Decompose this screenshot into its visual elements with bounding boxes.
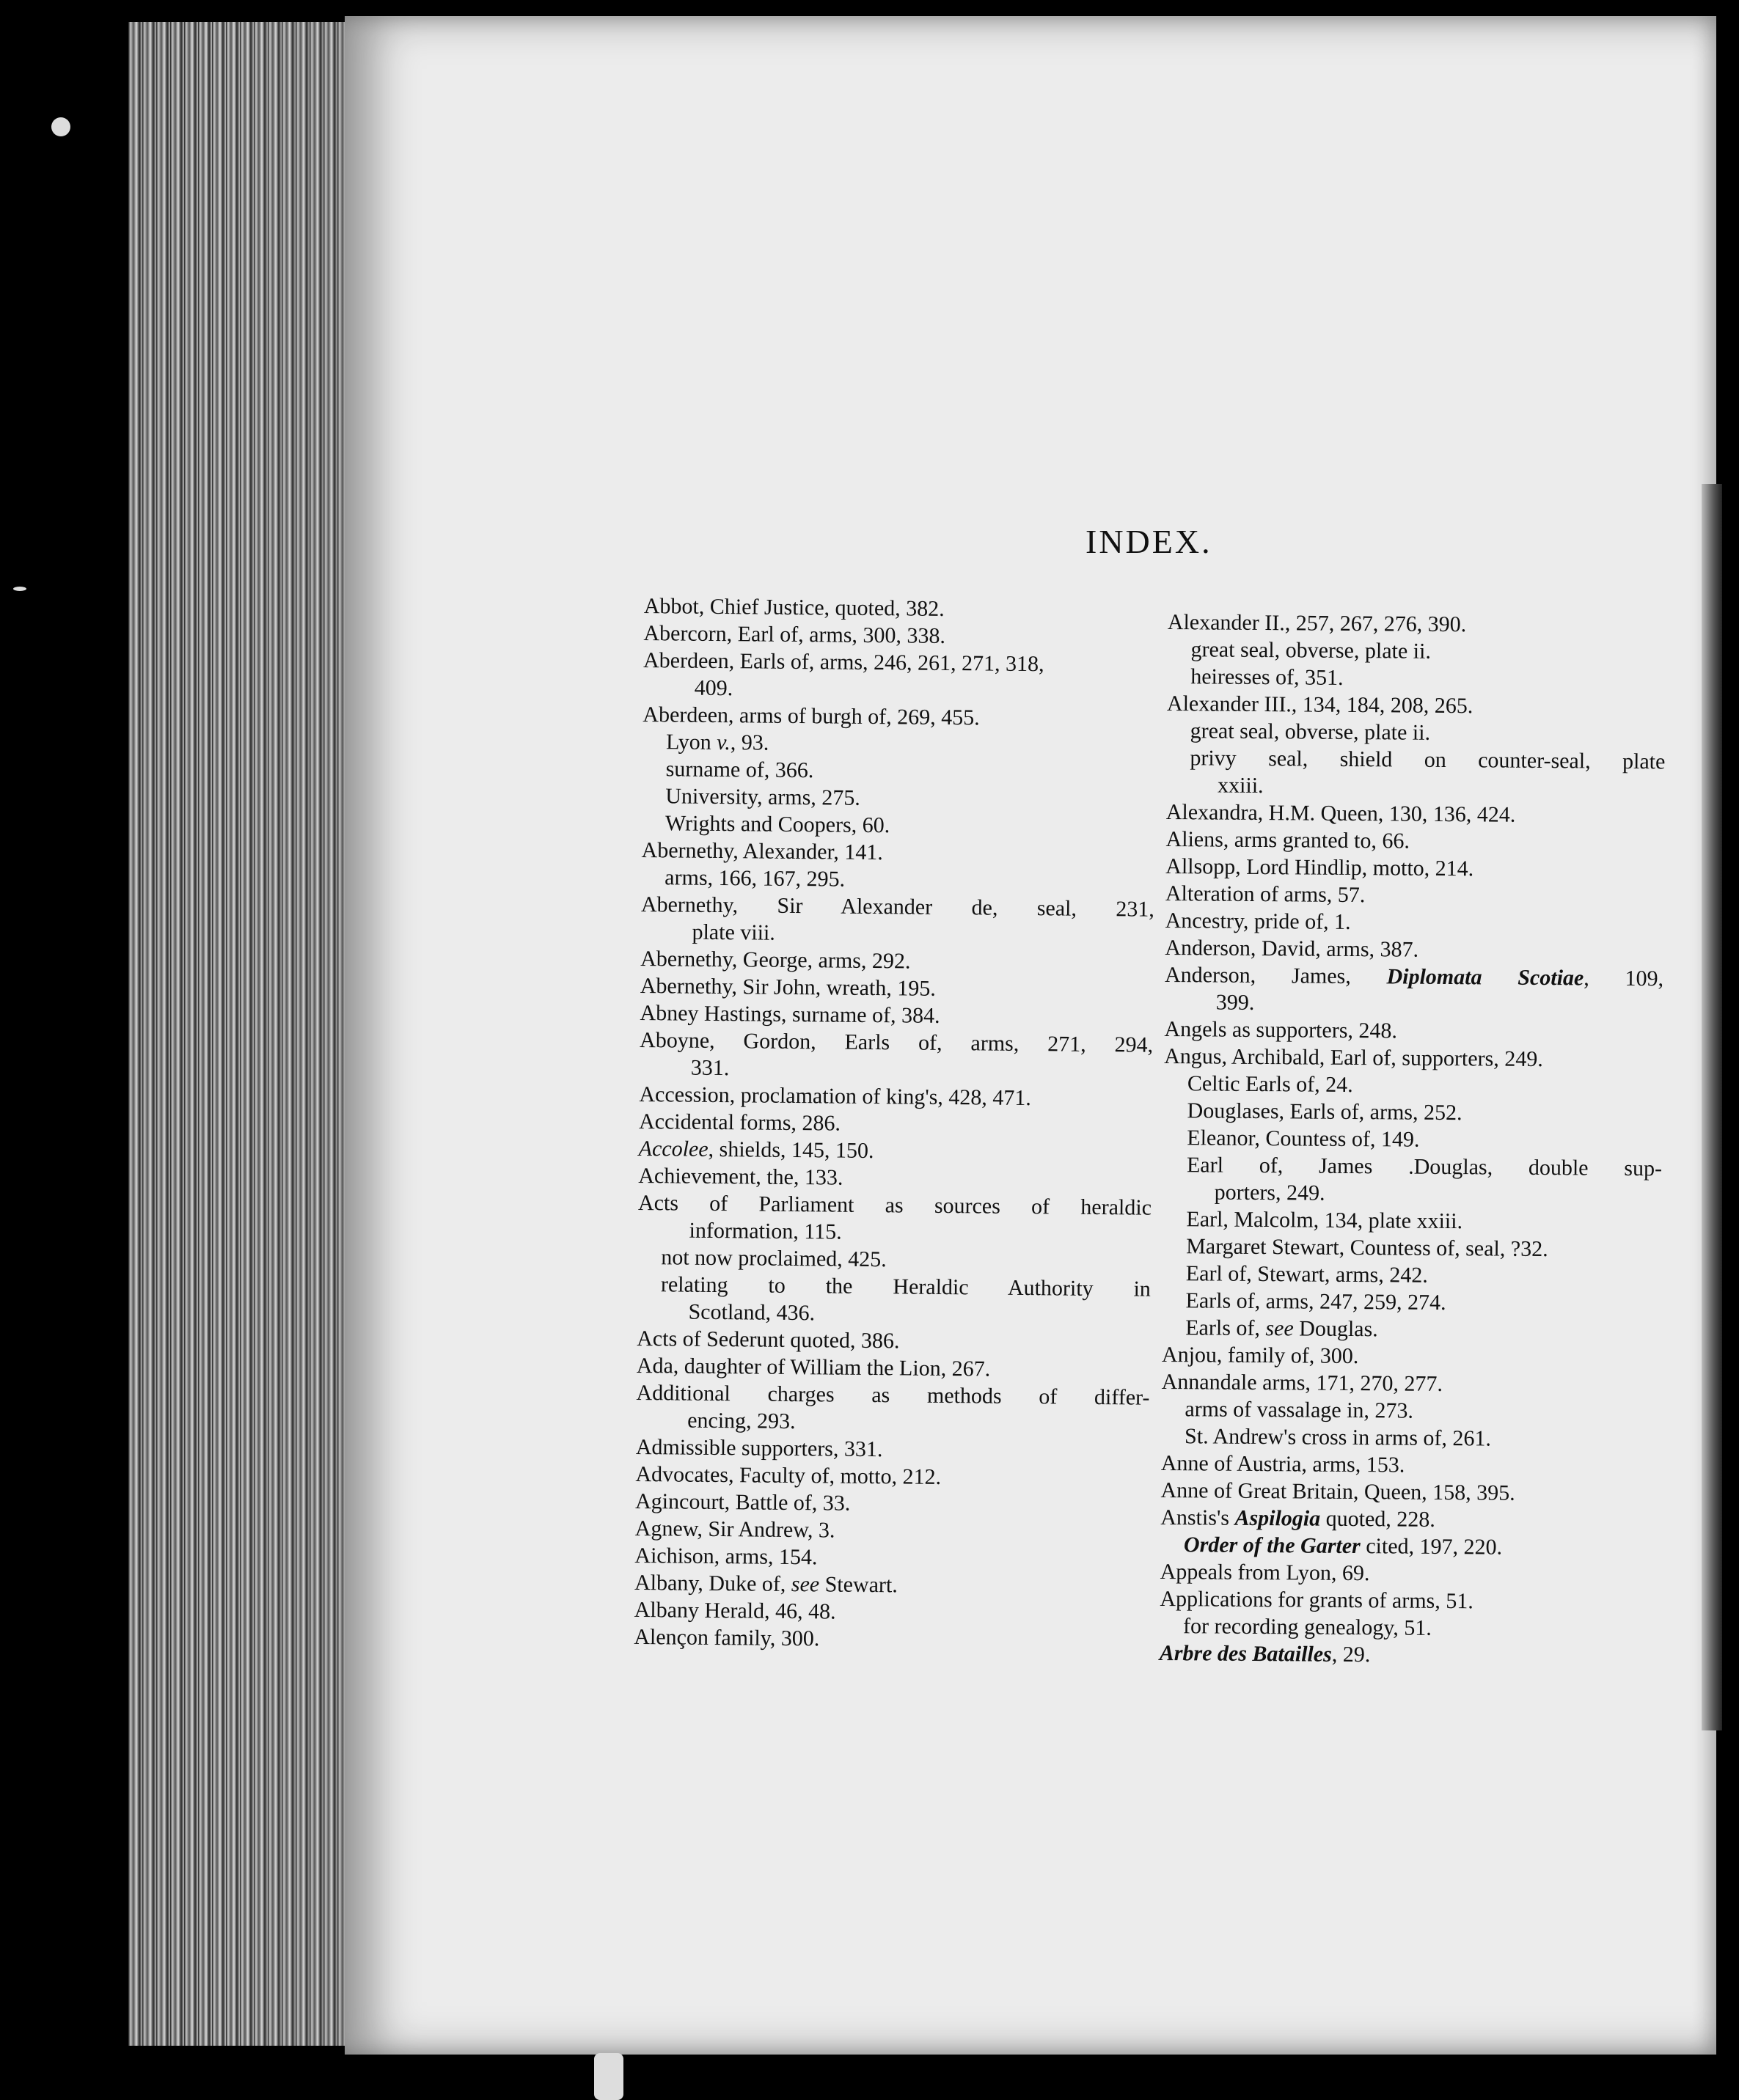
index-entry: Scotland, 436. [688,1299,816,1326]
index-entry: Anne of Great Britain, Queen, 158, 395. [1160,1477,1515,1505]
index-entry: Allsopp, Lord Hindlip, motto, 214. [1165,853,1474,881]
index-entry: Lyon v., 93. [665,730,769,755]
index-entry: privy seal, shield on counter-seal, plate [1190,746,1666,774]
index-entry: Accession, proclamation of king's, 428, 471. [639,1082,1032,1111]
index-entry: encing, 293. [687,1408,796,1434]
index-entry: great seal, obverse, plate ii. [1190,719,1431,745]
index-entry: Albany Herald, 46, 48. [634,1597,836,1624]
index-entry: for recording genealogy, 51. [1182,1614,1432,1640]
index-entry: Abbot, Chief Justice, quoted, 382. [643,593,945,621]
index-entry: arms of vassalage in, 273. [1185,1397,1414,1423]
index-entry: Acts of Parliament as sources of heraldic [637,1190,1152,1220]
index-entry: Alexander III., 134, 184, 208, 265. [1166,691,1473,719]
index-entry: Admissible supporters, 331. [635,1434,883,1462]
index-entry: Accidental forms, 286. [638,1109,841,1136]
index-entry: Anderson, James, Diplomata Scotiae, 109, [1164,962,1664,991]
index-entry: Earls of, see Douglas. [1185,1315,1378,1342]
index-entry: heiresses of, 351. [1190,664,1344,690]
index-entry: Appeals from Lyon, 69. [1160,1559,1370,1586]
index-entry: Aberdeen, Earls of, arms, 246, 261, 271, 318, [642,647,1044,677]
index-entry: relating to the Heraldic Authority in [660,1272,1152,1302]
book-right-edge [1702,484,1722,1730]
index-entry: Advocates, Faculty of, motto, 212. [635,1461,942,1489]
index-entry: Earl, Malcolm, 134, plate xxiii. [1186,1207,1463,1234]
index-entry: Alexandra, H.M. Queen, 130, 136, 424. [1165,799,1516,827]
scan-speck [13,587,26,591]
index-entry: Agnew, Sir Andrew, 3. [634,1516,835,1543]
index-entry: Earl of, Stewart, arms, 242. [1185,1261,1428,1288]
index-entry: 409. [694,675,733,701]
index-entry: xxiii. [1217,773,1264,798]
index-column-left [634,592,1157,1656]
index-entry: Angels as supporters, 248. [1164,1016,1398,1043]
index-entry: Agincourt, Battle of, 33. [634,1488,851,1516]
page-title: INDEX. [1085,523,1212,560]
index-entry: Alteration of arms, 57. [1165,881,1366,908]
index-entry: 399. [1215,990,1255,1015]
index-entry: St. Andrew's cross in arms of, 261. [1185,1424,1492,1451]
index-entry: Aliens, arms granted to, 66. [1165,826,1410,853]
index-entry: surname of, 366. [665,757,814,783]
index-entry: Abercorn, Earl of, arms, 300, 338. [643,620,946,648]
index-entry: Abernethy, Sir Alexander de, seal, 231, [640,892,1155,922]
index-entry: Earls of, arms, 247, 259, 274. [1185,1288,1446,1315]
index-entry: Ada, daughter of William the Lion, 267. [636,1353,991,1381]
book-page-edges [128,22,363,2046]
index-entry: information, 115. [689,1218,842,1244]
index-entry: Alexander II., 257, 267, 276, 390. [1167,609,1467,637]
index-entry: Additional charges as methods of differ- [636,1380,1150,1410]
index-entry: Celtic Earls of, 24. [1187,1071,1353,1098]
index-entry: Wrights and Coopers, 60. [665,811,890,838]
index-column-right [1160,609,1666,1670]
index-entry: Aberdeen, arms of burgh of, 269, 455. [642,702,980,730]
index-entry: Aichison, arms, 154. [634,1543,818,1570]
scan-speck [51,117,70,136]
index-entry: Anjou, family of, 300. [1161,1342,1359,1369]
index-entry: Accolee, shields, 145, 150. [638,1136,874,1164]
index-entry: plate viii. [692,919,776,945]
index-entry: Alençon family, 300. [634,1624,820,1651]
scan-speck [594,2053,623,2100]
index-entry: great seal, obverse, plate ii. [1190,637,1432,664]
index-entry: Aboyne, Gordon, Earls of, arms, 271, 294, [639,1027,1154,1057]
index-entry: Annandale arms, 171, 270, 277. [1161,1369,1443,1396]
index-entry: Eleanor, Countess of, 149. [1187,1126,1420,1152]
index-entry: Anstis's Aspilogia quoted, 228. [1160,1505,1436,1532]
index-entry: arms, 166, 167, 295. [665,865,846,892]
index-entry: porters, 249. [1214,1180,1325,1205]
index-entry: Achievement, the, 133. [638,1163,843,1190]
index-entry: Earl of, James .Douglas, double sup- [1186,1153,1663,1181]
index-entry: Ancestry, pride of, 1. [1165,908,1351,934]
index-entry: Anderson, David, arms, 387. [1165,935,1419,962]
index-entry: Anne of Austria, arms, 153. [1160,1450,1405,1477]
index-entry: Order of the Garter cited, 197, 220. [1183,1532,1503,1560]
index-entry: Applications for grants of arms, 51. [1160,1586,1473,1614]
index-entry: Acts of Sederunt quoted, 386. [637,1326,900,1354]
index-entry: Douglases, Earls of, arms, 252. [1187,1098,1462,1126]
index-entry: University, arms, 275. [665,784,861,810]
index-entry: Abernethy, Sir John, wreath, 195. [640,973,936,1001]
index-entry: Abernethy, Alexander, 141. [641,837,884,865]
index-entry: Margaret Stewart, Countess of, seal, ?32. [1186,1234,1548,1262]
index-entry: Albany, Duke of, see Stewart. [634,1570,898,1598]
index-entry: Abernethy, George, arms, 292. [640,946,911,974]
index-entry: Arbre des Batailles, 29. [1159,1640,1371,1667]
index-entry: not now proclaimed, 425. [661,1245,887,1272]
index-entry: Abney Hastings, surname of, 384. [640,1000,940,1028]
index-entry: 331. [690,1055,730,1081]
index-entry: Angus, Archibald, Earl of, supporters, 249. [1164,1043,1543,1072]
